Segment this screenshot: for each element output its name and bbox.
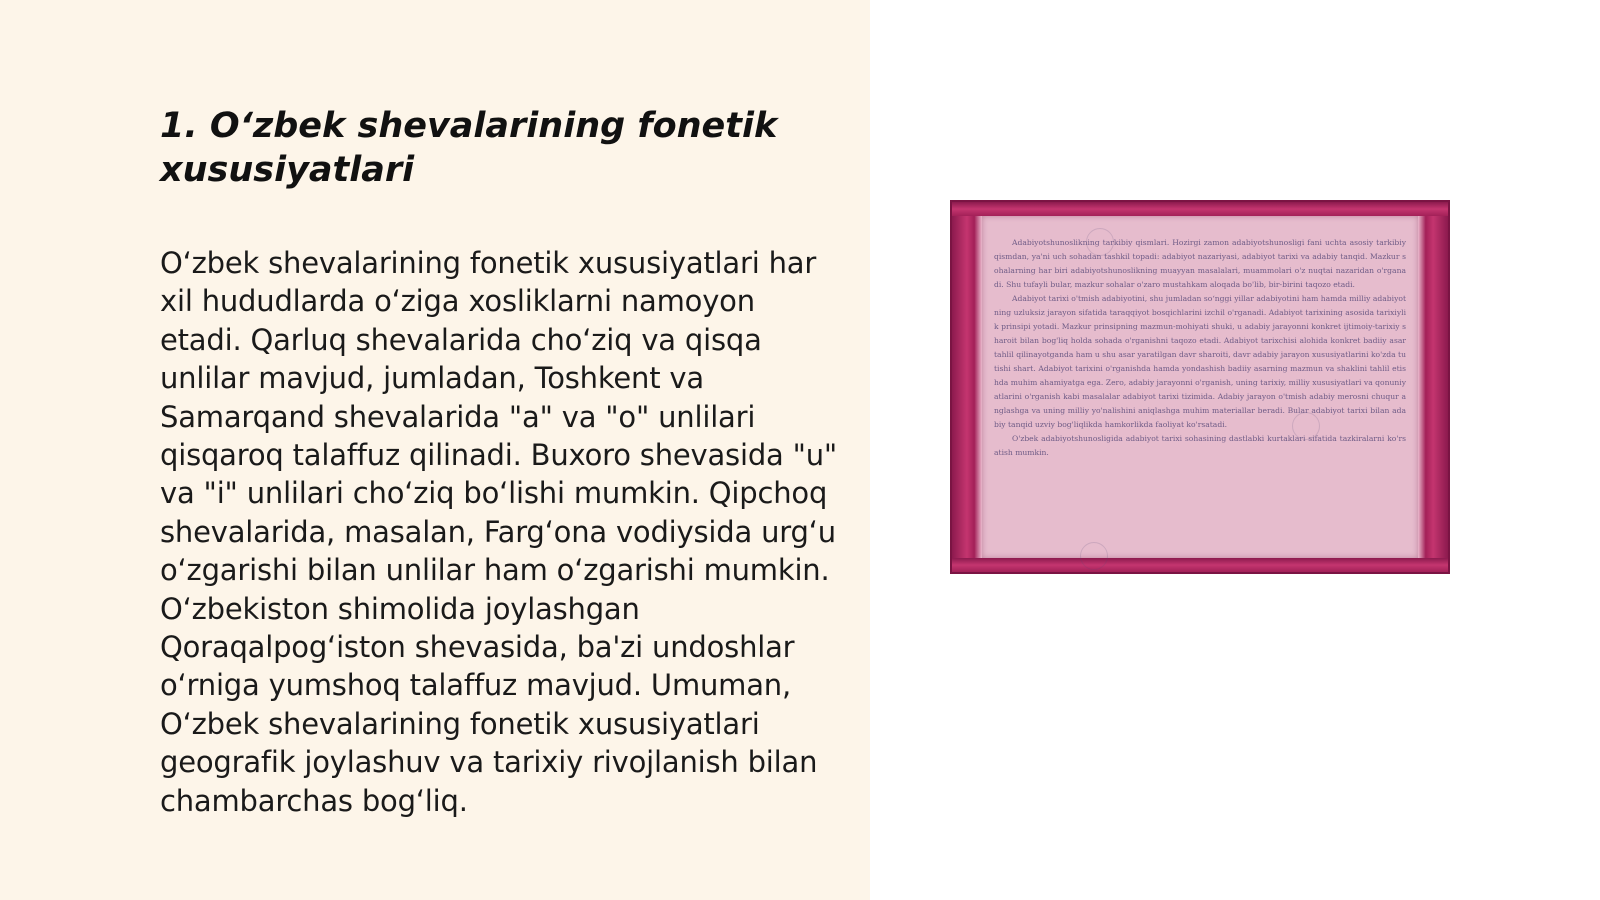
scanned-paragraph: Adabiyot tarixi o'tmish adabiyotini, shu jumladan soʻnggi yillar adabiyotini ham hamda milliy adabiyotning uzluksiz jarayon sifatida taraqqiyot bosqichlarini izchil o'rganadi. Adabiyot tarixining asosida tarixiylik prinsipi yotadi. Mazkur prinsipning mazmun-mohiyati shuki, u adabiy jarayonni konkret ijtimoiy-tarixiy sharoit bilan bog'liq holda sohada o'rganishni taqozo etadi. Adabiyot tarixchisi alohida konkret badiiy asar tahlil qilinayotganda ham u shu asar yaratilgan davr sharoiti, davr adabiy jarayon xususiyatlarini ko'zda tutishi shart. Adabiyot tarixini o'rganishda hamda yondashish badiiy asarning mazmun va shaklini tahlil etishda muhim ahamiyatga ega. Zero, adabiy jarayonni o'rganish, uning tarixiy, milliy xususiyatlari va qonuniyatlarini o'rganish kabi masalalar adabiyot tarixi tizimida. Adabiy jarayon o'tmish adabiy merosni chuqur anglashga va uning milliy yo'nalishini aniqlashga muhim materiallar beradi. Bular adabiyot tarixi bilan adabiy tanqid uzviy bog'liqlikda hamkorlikda faoliyat ko'rsatadi. bbox=[994, 294, 1406, 429]
slide-title: 1. O‘zbek shevalarining fonetik xususiyatlari bbox=[160, 106, 778, 190]
watermark-stamp bbox=[1080, 542, 1108, 570]
scanned-page-paper bbox=[982, 216, 1418, 558]
scanned-page-text bbox=[994, 236, 1406, 460]
scanned-paragraph: O'zbek adabiyotshunosligida adabiyot tarixi sohasining dastlabki kurtaklari sifatida tazkiralarni ko'rsatish mumkin. bbox=[994, 434, 1406, 457]
scanned-paragraph: Adabiyotshunoslikning tarkibiy qismlari. Hozirgi zamon adabiyotshunosligi fani uchta asosiy tarkibiy qismdan, ya'ni uch sohadan tashkil topadi: adabiyot nazariyasi, adabiyot tarixi va adabiy tanqid. Mazkur sohalarning har biri adabiyotshunoslikning muayyan masalalari, muammolari o'z nuqtai nazaridan o'rganadi. Shu tufayli bular, mazkur sohalar o'zaro mustahkam aloqada bo'lib, bir-birini taqozo etadi. bbox=[994, 238, 1406, 289]
scanned-page-image bbox=[950, 200, 1450, 574]
frame-bottom-band bbox=[952, 558, 1448, 572]
frame-top-band bbox=[952, 202, 1448, 216]
slide-body-text: O‘zbek shevalarining fonetik xususiyatlari har xil hududlarda o‘ziga xosliklarni namoyon etadi. Qarluq shevalarida cho‘ziq va qisqa unlilar mavjud, jumladan, Toshkent va Samarqand shevalarida "a" va "o" unlilari qisqaroq talaffuz qilinadi. Buxoro shevasida "u" va "i" unlilari cho‘ziq bo‘lishi mumkin. Qipchoq shevalarida, masalan, Farg‘ona vodiysida urg‘u o‘zgarishi bilan unlilar ham o‘zgarishi mumkin. O‘zbekiston shimolida joylashgan Qoraqalpog‘iston shevasida, ba'zi undoshlar o‘rniga yumshoq talaffuz mavjud. Umuman, O‘zbek shevalarining fonetik xususiyatlari geografik joylashuv va tarixiy rivojlanish bilan chambarchas bog‘liq. bbox=[160, 246, 838, 818]
